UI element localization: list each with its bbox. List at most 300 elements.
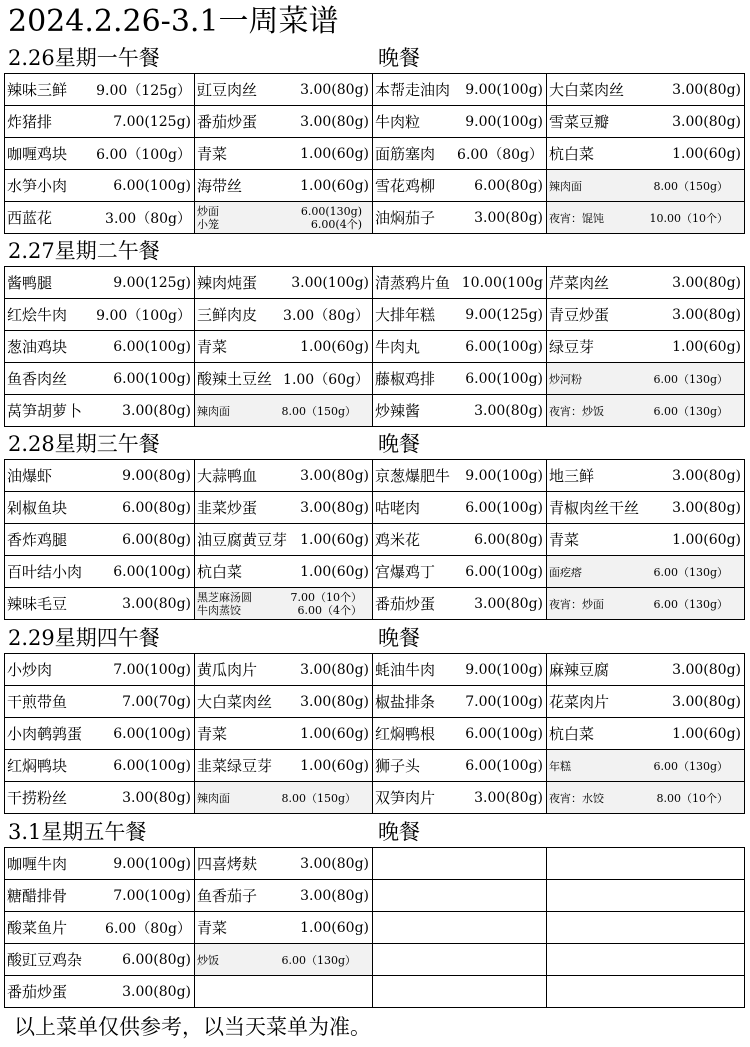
dish-name: 辣肉面 — [549, 179, 582, 193]
menu-cell — [373, 331, 547, 363]
dish-price: 3.00(80g) — [474, 209, 543, 226]
dish-name: 油爆虾 — [7, 467, 53, 485]
table-row — [5, 138, 745, 170]
dish-name: 黑芝麻汤圆 — [197, 590, 252, 604]
dish-price: 3.00(80g) — [672, 274, 741, 291]
dish-name: 蚝油牛肉 — [375, 661, 436, 679]
menu-cell — [547, 880, 745, 912]
menu-cell — [5, 202, 195, 234]
menu-cell — [195, 363, 373, 395]
menu-cell — [547, 267, 745, 299]
dish-price: 6.00（100g） — [96, 146, 191, 163]
dish-name: 清蒸鸦片鱼 — [375, 274, 451, 292]
dish-price: 9.00（125g） — [96, 82, 191, 99]
dish-name: 青菜 — [197, 919, 228, 937]
dish-name: 红焖鸭块 — [7, 757, 68, 775]
menu-cell — [5, 912, 195, 944]
table-row — [5, 74, 745, 106]
menu-cell — [547, 782, 745, 814]
dish-name: 炸猪排 — [7, 113, 53, 131]
menu-cell — [373, 138, 547, 170]
dish-name: 咕咾肉 — [375, 499, 421, 517]
dish-name: 地三鲜 — [549, 467, 595, 485]
dish-price: 8.00（150g） — [653, 179, 728, 193]
dish-price: 6.00(4个) — [310, 217, 362, 231]
menu-cell — [547, 492, 745, 524]
dish-name: 面疙瘩 — [549, 565, 582, 579]
lunch-label: 2.26星期一午餐 — [8, 46, 160, 70]
dish-price: 9.00(100g) — [465, 113, 543, 130]
menu-cell — [547, 588, 745, 620]
dish-name: 咖喱鸡块 — [7, 145, 68, 163]
dish-name: 绿豆芽 — [549, 338, 595, 356]
dinner-label: 晚餐 — [378, 626, 420, 650]
dish-name: 辣肉炖蛋 — [197, 274, 258, 292]
menu-cell — [195, 299, 373, 331]
dish-name: 芹菜肉丝 — [549, 274, 610, 292]
menu-cell — [195, 267, 373, 299]
menu-cell — [373, 912, 547, 944]
dish-price: 8.00（10个） — [656, 791, 728, 805]
table-row — [5, 170, 745, 202]
table-row — [5, 848, 745, 880]
menu-cell — [195, 395, 373, 427]
table-row — [5, 524, 745, 556]
dish-price: 6.00(80g) — [474, 177, 543, 194]
dish-name: 大白菜肉丝 — [549, 81, 625, 99]
menu-cell — [547, 524, 745, 556]
menu-cell — [5, 460, 195, 492]
dish-name: 番茄炒蛋 — [375, 595, 436, 613]
page-title: 2024.2.26-3.1一周菜谱 — [8, 4, 339, 39]
menu-cell — [547, 202, 745, 234]
dish-name: 海带丝 — [197, 177, 243, 195]
menu-cell — [373, 880, 547, 912]
menu-cell — [195, 944, 373, 976]
table-row — [5, 588, 745, 620]
menu-cell — [195, 718, 373, 750]
dish-name: 大白菜肉丝 — [197, 693, 273, 711]
dish-name: 酱鸭腿 — [7, 274, 53, 292]
dish-price: 6.00(80g) — [122, 951, 191, 968]
dish-price: 1.00（60g） — [283, 371, 369, 388]
dinner-label: 晚餐 — [378, 46, 420, 70]
day-header — [0, 816, 750, 848]
dish-name: 青菜 — [549, 531, 580, 549]
menu-cell — [5, 395, 195, 427]
table-row — [5, 460, 745, 492]
menu-cell — [547, 686, 745, 718]
dish-name: 椒盐排条 — [375, 693, 436, 711]
menu-cell — [5, 654, 195, 686]
dish-price: 3.00(80g) — [672, 693, 741, 710]
table-row — [5, 331, 745, 363]
lunch-label: 3.1星期五午餐 — [8, 820, 147, 844]
menu-cell — [5, 976, 195, 1008]
menu-cell — [547, 460, 745, 492]
menu-cell — [373, 654, 547, 686]
menu-cell — [5, 74, 195, 106]
table-row — [5, 880, 745, 912]
menu-cell — [547, 299, 745, 331]
dish-name: 炒面 — [197, 204, 219, 218]
menu-cell — [195, 460, 373, 492]
dish-price: 3.00(80g) — [474, 402, 543, 419]
table-row — [5, 944, 745, 976]
dish-price: 9.00(100g) — [113, 855, 191, 872]
menu-cell — [5, 782, 195, 814]
dish-name: 宫爆鸡丁 — [375, 563, 436, 581]
dish-name: 夜宵：馄饨 — [549, 211, 604, 225]
menu-cell — [547, 395, 745, 427]
dish-name: 辣肉面 — [197, 791, 230, 805]
menu-cell — [195, 848, 373, 880]
dish-price: 3.00(80g) — [672, 113, 741, 130]
dish-name: 炒河粉 — [549, 372, 582, 386]
menu-cell — [547, 556, 745, 588]
dish-price: 1.00(60g) — [300, 338, 369, 355]
dish-name: 青菜 — [197, 338, 228, 356]
footer-note: 以上菜单仅供参考，以当天菜单为准。 — [14, 1015, 371, 1039]
menu-cell — [373, 492, 547, 524]
menu-cell — [547, 331, 745, 363]
dish-price: 6.00（80g） — [105, 920, 191, 937]
dish-name: 雪花鸡柳 — [375, 177, 436, 195]
dish-price: 3.00(80g) — [300, 887, 369, 904]
dish-name: 夜宵：炒饭 — [549, 404, 604, 418]
dish-name: 鸡米花 — [375, 531, 421, 549]
dish-price: 7.00(100g) — [113, 661, 191, 678]
dish-price: 6.00（130g） — [653, 597, 728, 611]
dish-price: 3.00(80g) — [474, 789, 543, 806]
dish-price: 6.00(100g) — [113, 757, 191, 774]
dish-price: 6.00（80g） — [457, 146, 543, 163]
menu-cell — [5, 848, 195, 880]
lunch-label: 2.27星期二午餐 — [8, 239, 160, 263]
dish-price: 3.00(80g) — [300, 467, 369, 484]
dish-price: 1.00(60g) — [672, 531, 741, 548]
dish-price: 9.00(100g) — [465, 81, 543, 98]
dish-price: 1.00(60g) — [300, 531, 369, 548]
table-row — [5, 395, 745, 427]
dish-price: 8.00（150g） — [281, 404, 356, 418]
menu-cell — [195, 492, 373, 524]
menu-cell — [5, 170, 195, 202]
dish-price: 3.00(80g) — [122, 983, 191, 1000]
menu-cell — [5, 299, 195, 331]
menu-cell — [5, 492, 195, 524]
dish-price: 6.00(100g) — [465, 725, 543, 742]
dish-price: 9.00(125g) — [113, 274, 191, 291]
dish-price: 8.00（150g） — [281, 791, 356, 805]
dinner-label: 晚餐 — [378, 432, 420, 456]
dish-price: 6.00(100g) — [113, 370, 191, 387]
dish-price: 3.00(80g) — [300, 693, 369, 710]
menu-table — [4, 459, 745, 620]
dish-price: 6.00(100g) — [113, 725, 191, 742]
menu-cell — [373, 299, 547, 331]
dish-price: 3.00(80g) — [300, 113, 369, 130]
menu-cell — [195, 976, 373, 1008]
dish-price: 9.00(125g) — [465, 306, 543, 323]
dish-price: 6.00（130g） — [281, 953, 356, 967]
menu-cell — [373, 782, 547, 814]
menu-cell — [547, 912, 745, 944]
dish-price: 1.00(60g) — [672, 338, 741, 355]
dish-name: 水笋小肉 — [7, 177, 68, 195]
dish-price: 1.00(60g) — [300, 919, 369, 936]
dish-name: 辣味三鲜 — [7, 81, 68, 99]
dish-price: 3.00(80g) — [300, 81, 369, 98]
menu-table — [4, 653, 745, 814]
dish-name: 豇豆肉丝 — [197, 81, 258, 99]
menu-table — [4, 73, 745, 234]
dish-price: 3.00（80g） — [283, 307, 369, 324]
dish-name: 韭菜绿豆芽 — [197, 757, 273, 775]
menu-cell — [547, 106, 745, 138]
dish-name: 鱼香肉丝 — [7, 370, 68, 388]
dish-name: 炒饭 — [197, 953, 219, 967]
dish-name: 西蓝花 — [7, 209, 53, 227]
dish-name: 咖喱牛肉 — [7, 855, 68, 873]
dish-price: 3.00(80g) — [122, 595, 191, 612]
menu-cell — [547, 750, 745, 782]
dish-price: 3.00(80g) — [300, 499, 369, 516]
dish-price: 6.00（130g） — [653, 404, 728, 418]
dish-name: 剁椒鱼块 — [7, 499, 68, 517]
dish-name: 大排年糕 — [375, 306, 436, 324]
dish-price: 6.00(100g) — [113, 563, 191, 580]
menu-cell — [547, 848, 745, 880]
dish-price: 3.00(100g) — [291, 274, 369, 291]
dish-name: 夜宵：炒面 — [549, 597, 604, 611]
dish-name: 鱼香茄子 — [197, 887, 258, 905]
menu-cell — [195, 588, 373, 620]
menu-cell — [5, 267, 195, 299]
dish-name: 杭白菜 — [549, 725, 595, 743]
dish-price: 10.00(100g — [461, 274, 543, 291]
dish-price: 1.00(60g) — [300, 757, 369, 774]
dish-price: 9.00(100g) — [465, 467, 543, 484]
menu-cell — [373, 202, 547, 234]
dish-name: 狮子头 — [375, 757, 421, 775]
table-row — [5, 782, 745, 814]
menu-cell — [195, 686, 373, 718]
menu-cell — [195, 750, 373, 782]
dish-name: 雪菜豆瓣 — [549, 113, 610, 131]
menu-cell — [195, 556, 373, 588]
dish-price: 7.00(70g) — [122, 693, 191, 710]
menu-cell — [547, 363, 745, 395]
dish-name: 辣味毛豆 — [7, 595, 68, 613]
menu-cell — [547, 74, 745, 106]
menu-cell — [5, 331, 195, 363]
menu-cell — [5, 686, 195, 718]
menu-cell — [195, 170, 373, 202]
dish-price: 6.00(80g) — [122, 531, 191, 548]
menu-cell — [547, 944, 745, 976]
dish-name: 香炸鸡腿 — [7, 531, 68, 549]
dish-name: 牛肉粒 — [375, 113, 421, 131]
dish-name: 小笼 — [197, 217, 219, 231]
lunch-label: 2.29星期四午餐 — [8, 626, 160, 650]
dish-price: 3.00(80g) — [672, 661, 741, 678]
table-row — [5, 750, 745, 782]
dish-name: 京葱爆肥牛 — [375, 467, 451, 485]
dish-price: 3.00(80g) — [300, 855, 369, 872]
menu-cell — [373, 106, 547, 138]
day-header — [0, 235, 750, 267]
menu-cell — [547, 976, 745, 1008]
dish-name: 红焖鸭根 — [375, 725, 436, 743]
dish-price: 3.00(80g) — [672, 306, 741, 323]
dish-name: 三鲜肉皮 — [197, 306, 258, 324]
dish-price: 1.00(60g) — [300, 145, 369, 162]
dish-name: 炒辣酱 — [375, 402, 421, 420]
day-header — [0, 622, 750, 654]
dish-name: 辣肉面 — [197, 404, 230, 418]
dish-name: 韭菜炒蛋 — [197, 499, 258, 517]
menu-cell — [195, 654, 373, 686]
dish-name: 青菜 — [197, 145, 228, 163]
dish-price: 9.00（100g） — [96, 307, 191, 324]
table-row — [5, 976, 745, 1008]
table-row — [5, 556, 745, 588]
dish-price: 1.00(60g) — [672, 725, 741, 742]
table-row — [5, 363, 745, 395]
dinner-label: 晚餐 — [378, 820, 420, 844]
dish-price: 6.00(80g) — [122, 499, 191, 516]
menu-cell — [373, 170, 547, 202]
dish-price: 3.00(80g) — [300, 661, 369, 678]
dish-name: 糖醋排骨 — [7, 887, 68, 905]
menu-cell — [5, 880, 195, 912]
menu-cell — [547, 138, 745, 170]
menu-cell — [5, 363, 195, 395]
dish-price: 7.00（10个） — [290, 590, 362, 604]
menu-cell — [373, 395, 547, 427]
dish-name: 藤椒鸡排 — [375, 370, 436, 388]
dish-name: 酸豇豆鸡杂 — [7, 951, 83, 969]
dish-price: 10.00（10个） — [649, 211, 728, 225]
menu-cell — [195, 912, 373, 944]
dish-name: 红烩牛肉 — [7, 306, 68, 324]
menu-cell — [373, 750, 547, 782]
dish-name: 花菜肉片 — [549, 693, 610, 711]
menu-cell — [373, 267, 547, 299]
menu-cell — [373, 976, 547, 1008]
dish-price: 1.00(60g) — [300, 725, 369, 742]
dish-name: 黄瓜肉片 — [197, 661, 258, 679]
menu-cell — [5, 750, 195, 782]
menu-cell — [373, 524, 547, 556]
dish-name: 干捞粉丝 — [7, 789, 68, 807]
table-row — [5, 718, 745, 750]
menu-cell — [5, 524, 195, 556]
menu-cell — [5, 106, 195, 138]
menu-cell — [195, 202, 373, 234]
dish-price: 9.00(100g) — [465, 661, 543, 678]
dish-name: 牛肉丸 — [375, 338, 421, 356]
menu-cell — [373, 460, 547, 492]
dish-price: 6.00（130g） — [653, 372, 728, 386]
dish-price: 6.00(100g) — [465, 499, 543, 516]
menu-cell — [373, 944, 547, 976]
menu-cell — [373, 848, 547, 880]
table-row — [5, 299, 745, 331]
menu-cell — [373, 363, 547, 395]
menu-cell — [373, 686, 547, 718]
dish-name: 双笋肉片 — [375, 789, 436, 807]
lunch-label: 2.28星期三午餐 — [8, 432, 160, 456]
dish-name: 莴笋胡萝卜 — [7, 402, 83, 420]
menu-cell — [195, 106, 373, 138]
dish-name: 葱油鸡块 — [7, 338, 68, 356]
dish-price: 7.00(125g) — [113, 113, 191, 130]
menu-cell — [195, 782, 373, 814]
menu-cell — [195, 331, 373, 363]
menu-cell — [547, 170, 745, 202]
dish-price: 7.00(100g) — [465, 693, 543, 710]
dish-name: 油焖茄子 — [375, 209, 436, 227]
dish-name: 小肉鹌鹑蛋 — [7, 725, 83, 743]
dish-name: 牛肉蒸饺 — [197, 603, 241, 617]
dish-name: 青菜 — [197, 725, 228, 743]
menu-cell — [373, 556, 547, 588]
dish-name: 大蒜鸭血 — [197, 467, 258, 485]
table-row — [5, 202, 745, 234]
table-row — [5, 492, 745, 524]
menu-cell — [5, 138, 195, 170]
dish-name: 小炒肉 — [7, 661, 53, 679]
menu-cell — [5, 588, 195, 620]
menu-cell — [195, 74, 373, 106]
dish-name: 杭白菜 — [197, 563, 243, 581]
dish-price: 6.00(80g) — [474, 531, 543, 548]
dish-name: 杭白菜 — [549, 145, 595, 163]
dish-price: 6.00(130g) — [300, 204, 362, 218]
dish-name: 番茄炒蛋 — [197, 113, 258, 131]
table-row — [5, 654, 745, 686]
menu-cell — [5, 556, 195, 588]
dish-price: 1.00(60g) — [300, 563, 369, 580]
dish-name: 百叶结小肉 — [7, 563, 83, 581]
dish-price: 3.00(80g) — [474, 595, 543, 612]
dish-price: 6.00(100g) — [465, 370, 543, 387]
dish-price: 3.00(80g) — [122, 402, 191, 419]
dish-price: 6.00（130g） — [653, 759, 728, 773]
dish-price: 6.00（4个） — [297, 603, 362, 617]
menu-cell — [547, 654, 745, 686]
dish-price: 9.00(80g) — [122, 467, 191, 484]
dish-price: 6.00(100g) — [113, 338, 191, 355]
table-row — [5, 686, 745, 718]
dish-name: 番茄炒蛋 — [7, 983, 68, 1001]
menu-cell — [373, 718, 547, 750]
dish-name: 酸菜鱼片 — [7, 919, 68, 937]
dish-name: 青椒肉丝干丝 — [549, 499, 640, 517]
table-row — [5, 106, 745, 138]
dish-name: 油豆腐黄豆芽 — [197, 531, 288, 549]
menu-table — [4, 847, 745, 1008]
dish-name: 麻辣豆腐 — [549, 661, 610, 679]
dish-name: 年糕 — [549, 759, 571, 773]
menu-cell — [373, 588, 547, 620]
dish-name: 面筋塞肉 — [375, 145, 436, 163]
day-header — [0, 42, 750, 74]
menu-cell — [195, 138, 373, 170]
dish-name: 四喜烤麸 — [197, 855, 258, 873]
